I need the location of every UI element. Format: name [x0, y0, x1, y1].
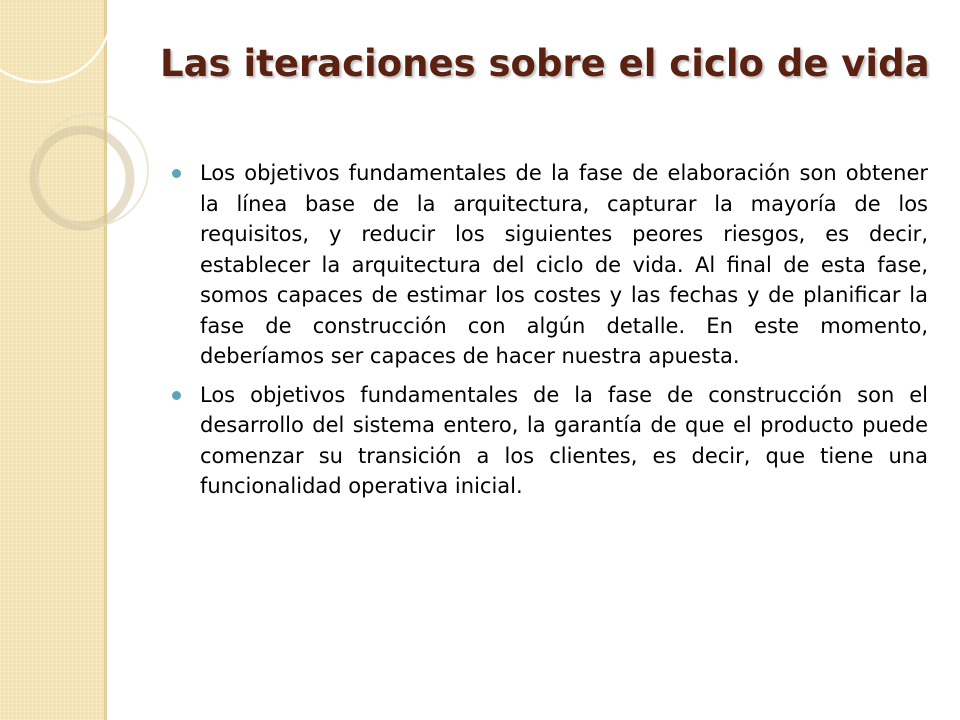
bullet-list	[172, 158, 928, 510]
bullet-text: Los objetivos fundamentales de la fase de elaboración son obtener la línea base de la arquitectura, capturar la mayoría de los requisitos, y reducir los siguientes peores riesgos, es decir, establecer la arquitectura del ciclo de vida. Al final de esta fase, somos capaces de estimar los costes y las fechas y de planificar la fase de construcción con algún detalle. En este momento, deberíamos ser capaces de hacer nuestra apuesta.	[200, 161, 928, 368]
bullet-icon	[172, 169, 181, 178]
decorative-circles	[0, 0, 140, 260]
slide-title: Las iteraciones sobre el ciclo de vida	[160, 42, 930, 85]
bullet-icon	[172, 391, 181, 400]
bullet-text: Los objetivos fundamentales de la fase de construcción son el desarrollo del sistema entero, la garantía de que el producto puede comenzar su transición a los clientes, es decir, que tiene una funcionalidad operativa inicial.	[200, 382, 928, 498]
list-item	[172, 380, 928, 502]
list-item	[172, 158, 928, 372]
